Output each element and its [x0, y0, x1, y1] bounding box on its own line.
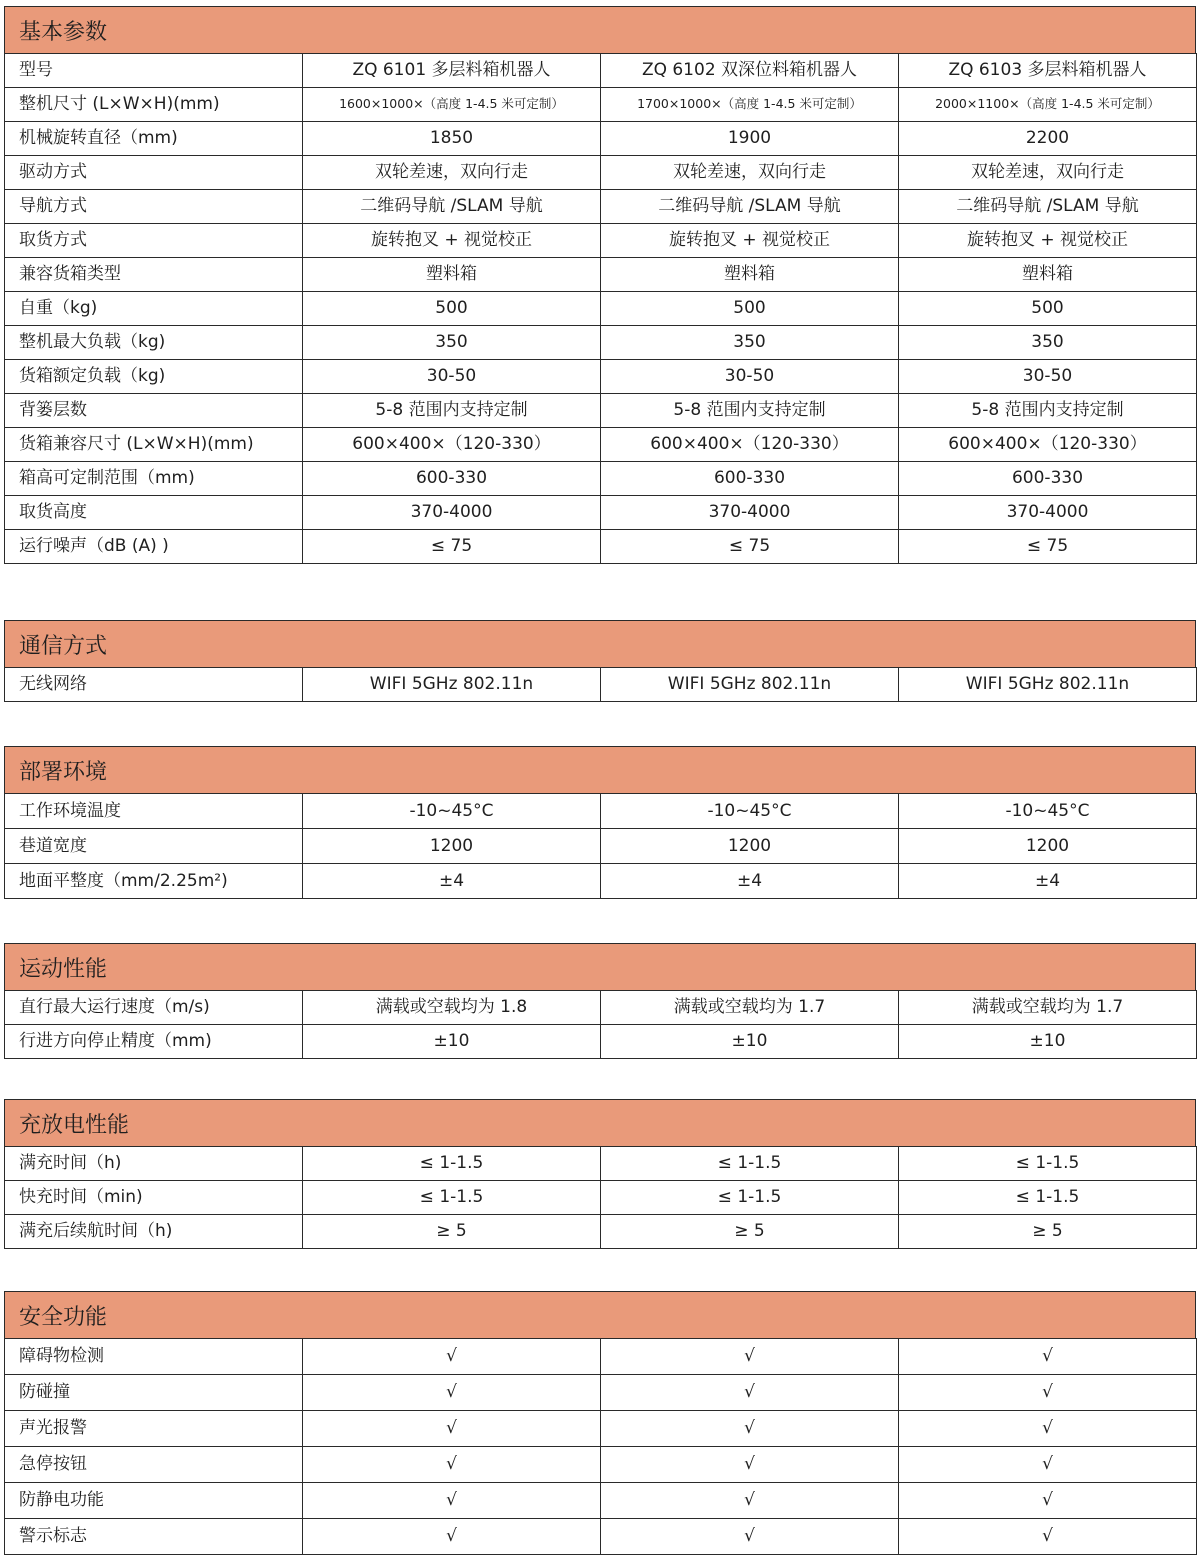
cell-model-1: √ — [303, 1483, 601, 1519]
row-label: 障碍物检测 — [5, 1339, 303, 1375]
cell-model-3: √ — [899, 1483, 1197, 1519]
cell-model-1: ZQ 6101 多层料箱机器人 — [303, 54, 601, 88]
row-label: 货箱额定负载（kg) — [5, 360, 303, 394]
table-row — [5, 1519, 1197, 1555]
table-row — [5, 1215, 1197, 1249]
cell-model-2: ZQ 6102 双深位料箱机器人 — [601, 54, 899, 88]
cell-model-2: √ — [601, 1447, 899, 1483]
cell-model-3: 5-8 范围内支持定制 — [899, 394, 1197, 428]
cell-model-3: √ — [899, 1447, 1197, 1483]
section-title: 通信方式 — [4, 620, 1196, 667]
section-title: 运动性能 — [4, 943, 1196, 990]
table-row — [5, 292, 1197, 326]
row-label: 取货方式 — [5, 224, 303, 258]
cell-model-2: 500 — [601, 292, 899, 326]
cell-model-2: √ — [601, 1411, 899, 1447]
cell-model-3: 1200 — [899, 829, 1197, 864]
cell-model-3: 500 — [899, 292, 1197, 326]
section-title: 部署环境 — [4, 746, 1196, 793]
section-communication — [4, 620, 1196, 702]
cell-model-3: ZQ 6103 多层料箱机器人 — [899, 54, 1197, 88]
cell-model-2: √ — [601, 1519, 899, 1555]
cell-model-3: 2000×1100×（高度 1-4.5 米可定制） — [899, 88, 1197, 122]
table-row — [5, 1339, 1197, 1375]
cell-model-3: WIFI 5GHz 802.11n — [899, 668, 1197, 702]
table-row — [5, 462, 1197, 496]
row-label: 货箱兼容尺寸 (L×W×H)(mm) — [5, 428, 303, 462]
row-label: 巷道宽度 — [5, 829, 303, 864]
table-row — [5, 1147, 1197, 1181]
row-label: 机械旋转直径（mm) — [5, 122, 303, 156]
cell-model-3: 二维码导航 /SLAM 导航 — [899, 190, 1197, 224]
cell-model-1: ≥ 5 — [303, 1215, 601, 1249]
cell-model-3: 370-4000 — [899, 496, 1197, 530]
spec-table — [4, 53, 1197, 564]
row-label: 防静电功能 — [5, 1483, 303, 1519]
cell-model-2: ≤ 1-1.5 — [601, 1181, 899, 1215]
cell-model-2: √ — [601, 1375, 899, 1411]
table-row — [5, 829, 1197, 864]
table-row — [5, 326, 1197, 360]
row-label: 自重（kg) — [5, 292, 303, 326]
cell-model-2: 600-330 — [601, 462, 899, 496]
cell-model-1: ≤ 1-1.5 — [303, 1147, 601, 1181]
row-label: 兼容货箱类型 — [5, 258, 303, 292]
cell-model-1: √ — [303, 1447, 601, 1483]
cell-model-2: 满载或空载均为 1.7 — [601, 991, 899, 1025]
cell-model-3: ≤ 75 — [899, 530, 1197, 564]
cell-model-2: √ — [601, 1339, 899, 1375]
cell-model-1: 塑料箱 — [303, 258, 601, 292]
section-charging — [4, 1099, 1196, 1249]
table-row — [5, 1411, 1197, 1447]
cell-model-3: 600×400×（120-330） — [899, 428, 1197, 462]
cell-model-3: 旋转抱叉 + 视觉校正 — [899, 224, 1197, 258]
cell-model-3: 塑料箱 — [899, 258, 1197, 292]
cell-model-3: 双轮差速，双向行走 — [899, 156, 1197, 190]
table-row — [5, 156, 1197, 190]
section-title: 安全功能 — [4, 1291, 1196, 1338]
cell-model-1: ±10 — [303, 1025, 601, 1059]
section-basic-params — [4, 6, 1196, 564]
table-row — [5, 794, 1197, 829]
cell-model-1: 30-50 — [303, 360, 601, 394]
row-label: 防碰撞 — [5, 1375, 303, 1411]
cell-model-1: √ — [303, 1411, 601, 1447]
row-label: 行进方向停止精度（mm) — [5, 1025, 303, 1059]
cell-model-2: 塑料箱 — [601, 258, 899, 292]
table-row — [5, 54, 1197, 88]
row-label: 急停按钮 — [5, 1447, 303, 1483]
row-label: 无线网络 — [5, 668, 303, 702]
table-row — [5, 190, 1197, 224]
spec-table — [4, 667, 1197, 702]
cell-model-3: 600-330 — [899, 462, 1197, 496]
cell-model-1: 600-330 — [303, 462, 601, 496]
row-label: 运行噪声（dB (A) ) — [5, 530, 303, 564]
cell-model-2: √ — [601, 1483, 899, 1519]
cell-model-1: ±4 — [303, 864, 601, 899]
cell-model-2: 600×400×（120-330） — [601, 428, 899, 462]
section-title: 充放电性能 — [4, 1099, 1196, 1146]
cell-model-1: 350 — [303, 326, 601, 360]
cell-model-2: ≤ 75 — [601, 530, 899, 564]
spec-table — [4, 990, 1197, 1059]
row-label: 快充时间（min) — [5, 1181, 303, 1215]
cell-model-2: 350 — [601, 326, 899, 360]
row-label: 满充时间（h) — [5, 1147, 303, 1181]
table-row — [5, 864, 1197, 899]
cell-model-2: ≤ 1-1.5 — [601, 1147, 899, 1181]
cell-model-2: WIFI 5GHz 802.11n — [601, 668, 899, 702]
spec-table — [4, 1338, 1197, 1555]
row-label: 直行最大运行速度（m/s) — [5, 991, 303, 1025]
row-label: 驱动方式 — [5, 156, 303, 190]
cell-model-1: -10~45°C — [303, 794, 601, 829]
cell-model-1: ≤ 75 — [303, 530, 601, 564]
table-row — [5, 496, 1197, 530]
table-row — [5, 394, 1197, 428]
row-label: 满充后续航时间（h) — [5, 1215, 303, 1249]
table-row — [5, 1447, 1197, 1483]
section-environment — [4, 746, 1196, 899]
cell-model-1: √ — [303, 1519, 601, 1555]
row-label: 背篓层数 — [5, 394, 303, 428]
cell-model-3: ±10 — [899, 1025, 1197, 1059]
cell-model-1: WIFI 5GHz 802.11n — [303, 668, 601, 702]
cell-model-2: 双轮差速，双向行走 — [601, 156, 899, 190]
table-row — [5, 530, 1197, 564]
row-label: 工作环境温度 — [5, 794, 303, 829]
cell-model-1: 1600×1000×（高度 1-4.5 米可定制） — [303, 88, 601, 122]
cell-model-3: √ — [899, 1411, 1197, 1447]
table-row — [5, 122, 1197, 156]
table-row — [5, 224, 1197, 258]
cell-model-3: 350 — [899, 326, 1197, 360]
cell-model-3: ≤ 1-1.5 — [899, 1181, 1197, 1215]
section-motion — [4, 943, 1196, 1059]
cell-model-1: 旋转抱叉 + 视觉校正 — [303, 224, 601, 258]
cell-model-2: 5-8 范围内支持定制 — [601, 394, 899, 428]
cell-model-1: 双轮差速，双向行走 — [303, 156, 601, 190]
cell-model-1: 370-4000 — [303, 496, 601, 530]
cell-model-2: 1700×1000×（高度 1-4.5 米可定制） — [601, 88, 899, 122]
section-title: 基本参数 — [4, 6, 1196, 53]
cell-model-3: √ — [899, 1339, 1197, 1375]
cell-model-2: 1200 — [601, 829, 899, 864]
cell-model-1: 5-8 范围内支持定制 — [303, 394, 601, 428]
cell-model-3: ±4 — [899, 864, 1197, 899]
cell-model-2: 二维码导航 /SLAM 导航 — [601, 190, 899, 224]
cell-model-1: 1850 — [303, 122, 601, 156]
cell-model-2: ±4 — [601, 864, 899, 899]
cell-model-2: 旋转抱叉 + 视觉校正 — [601, 224, 899, 258]
row-label: 整机尺寸 (L×W×H)(mm) — [5, 88, 303, 122]
table-row — [5, 1025, 1197, 1059]
cell-model-3: -10~45°C — [899, 794, 1197, 829]
cell-model-1: ≤ 1-1.5 — [303, 1181, 601, 1215]
cell-model-2: -10~45°C — [601, 794, 899, 829]
table-row — [5, 668, 1197, 702]
cell-model-3: 满载或空载均为 1.7 — [899, 991, 1197, 1025]
row-label: 箱高可定制范围（mm) — [5, 462, 303, 496]
cell-model-3: ≥ 5 — [899, 1215, 1197, 1249]
spec-table — [4, 1146, 1197, 1249]
table-row — [5, 360, 1197, 394]
table-row — [5, 1483, 1197, 1519]
section-safety — [4, 1291, 1196, 1555]
cell-model-3: √ — [899, 1519, 1197, 1555]
table-row — [5, 991, 1197, 1025]
table-row — [5, 1181, 1197, 1215]
cell-model-1: 满载或空载均为 1.8 — [303, 991, 601, 1025]
spec-table — [4, 793, 1197, 899]
table-row — [5, 258, 1197, 292]
row-label: 地面平整度（mm/2.25m²) — [5, 864, 303, 899]
row-label: 警示标志 — [5, 1519, 303, 1555]
cell-model-3: 2200 — [899, 122, 1197, 156]
cell-model-2: ±10 — [601, 1025, 899, 1059]
cell-model-2: 1900 — [601, 122, 899, 156]
row-label: 取货高度 — [5, 496, 303, 530]
cell-model-2: ≥ 5 — [601, 1215, 899, 1249]
table-row — [5, 428, 1197, 462]
table-row — [5, 88, 1197, 122]
row-label: 声光报警 — [5, 1411, 303, 1447]
cell-model-1: 500 — [303, 292, 601, 326]
cell-model-3: 30-50 — [899, 360, 1197, 394]
row-label: 导航方式 — [5, 190, 303, 224]
cell-model-3: √ — [899, 1375, 1197, 1411]
cell-model-3: ≤ 1-1.5 — [899, 1147, 1197, 1181]
table-row — [5, 1375, 1197, 1411]
row-label: 型号 — [5, 54, 303, 88]
cell-model-1: √ — [303, 1339, 601, 1375]
cell-model-2: 370-4000 — [601, 496, 899, 530]
cell-model-1: 600×400×（120-330） — [303, 428, 601, 462]
cell-model-1: √ — [303, 1375, 601, 1411]
cell-model-2: 30-50 — [601, 360, 899, 394]
cell-model-1: 二维码导航 /SLAM 导航 — [303, 190, 601, 224]
row-label: 整机最大负载（kg) — [5, 326, 303, 360]
cell-model-1: 1200 — [303, 829, 601, 864]
